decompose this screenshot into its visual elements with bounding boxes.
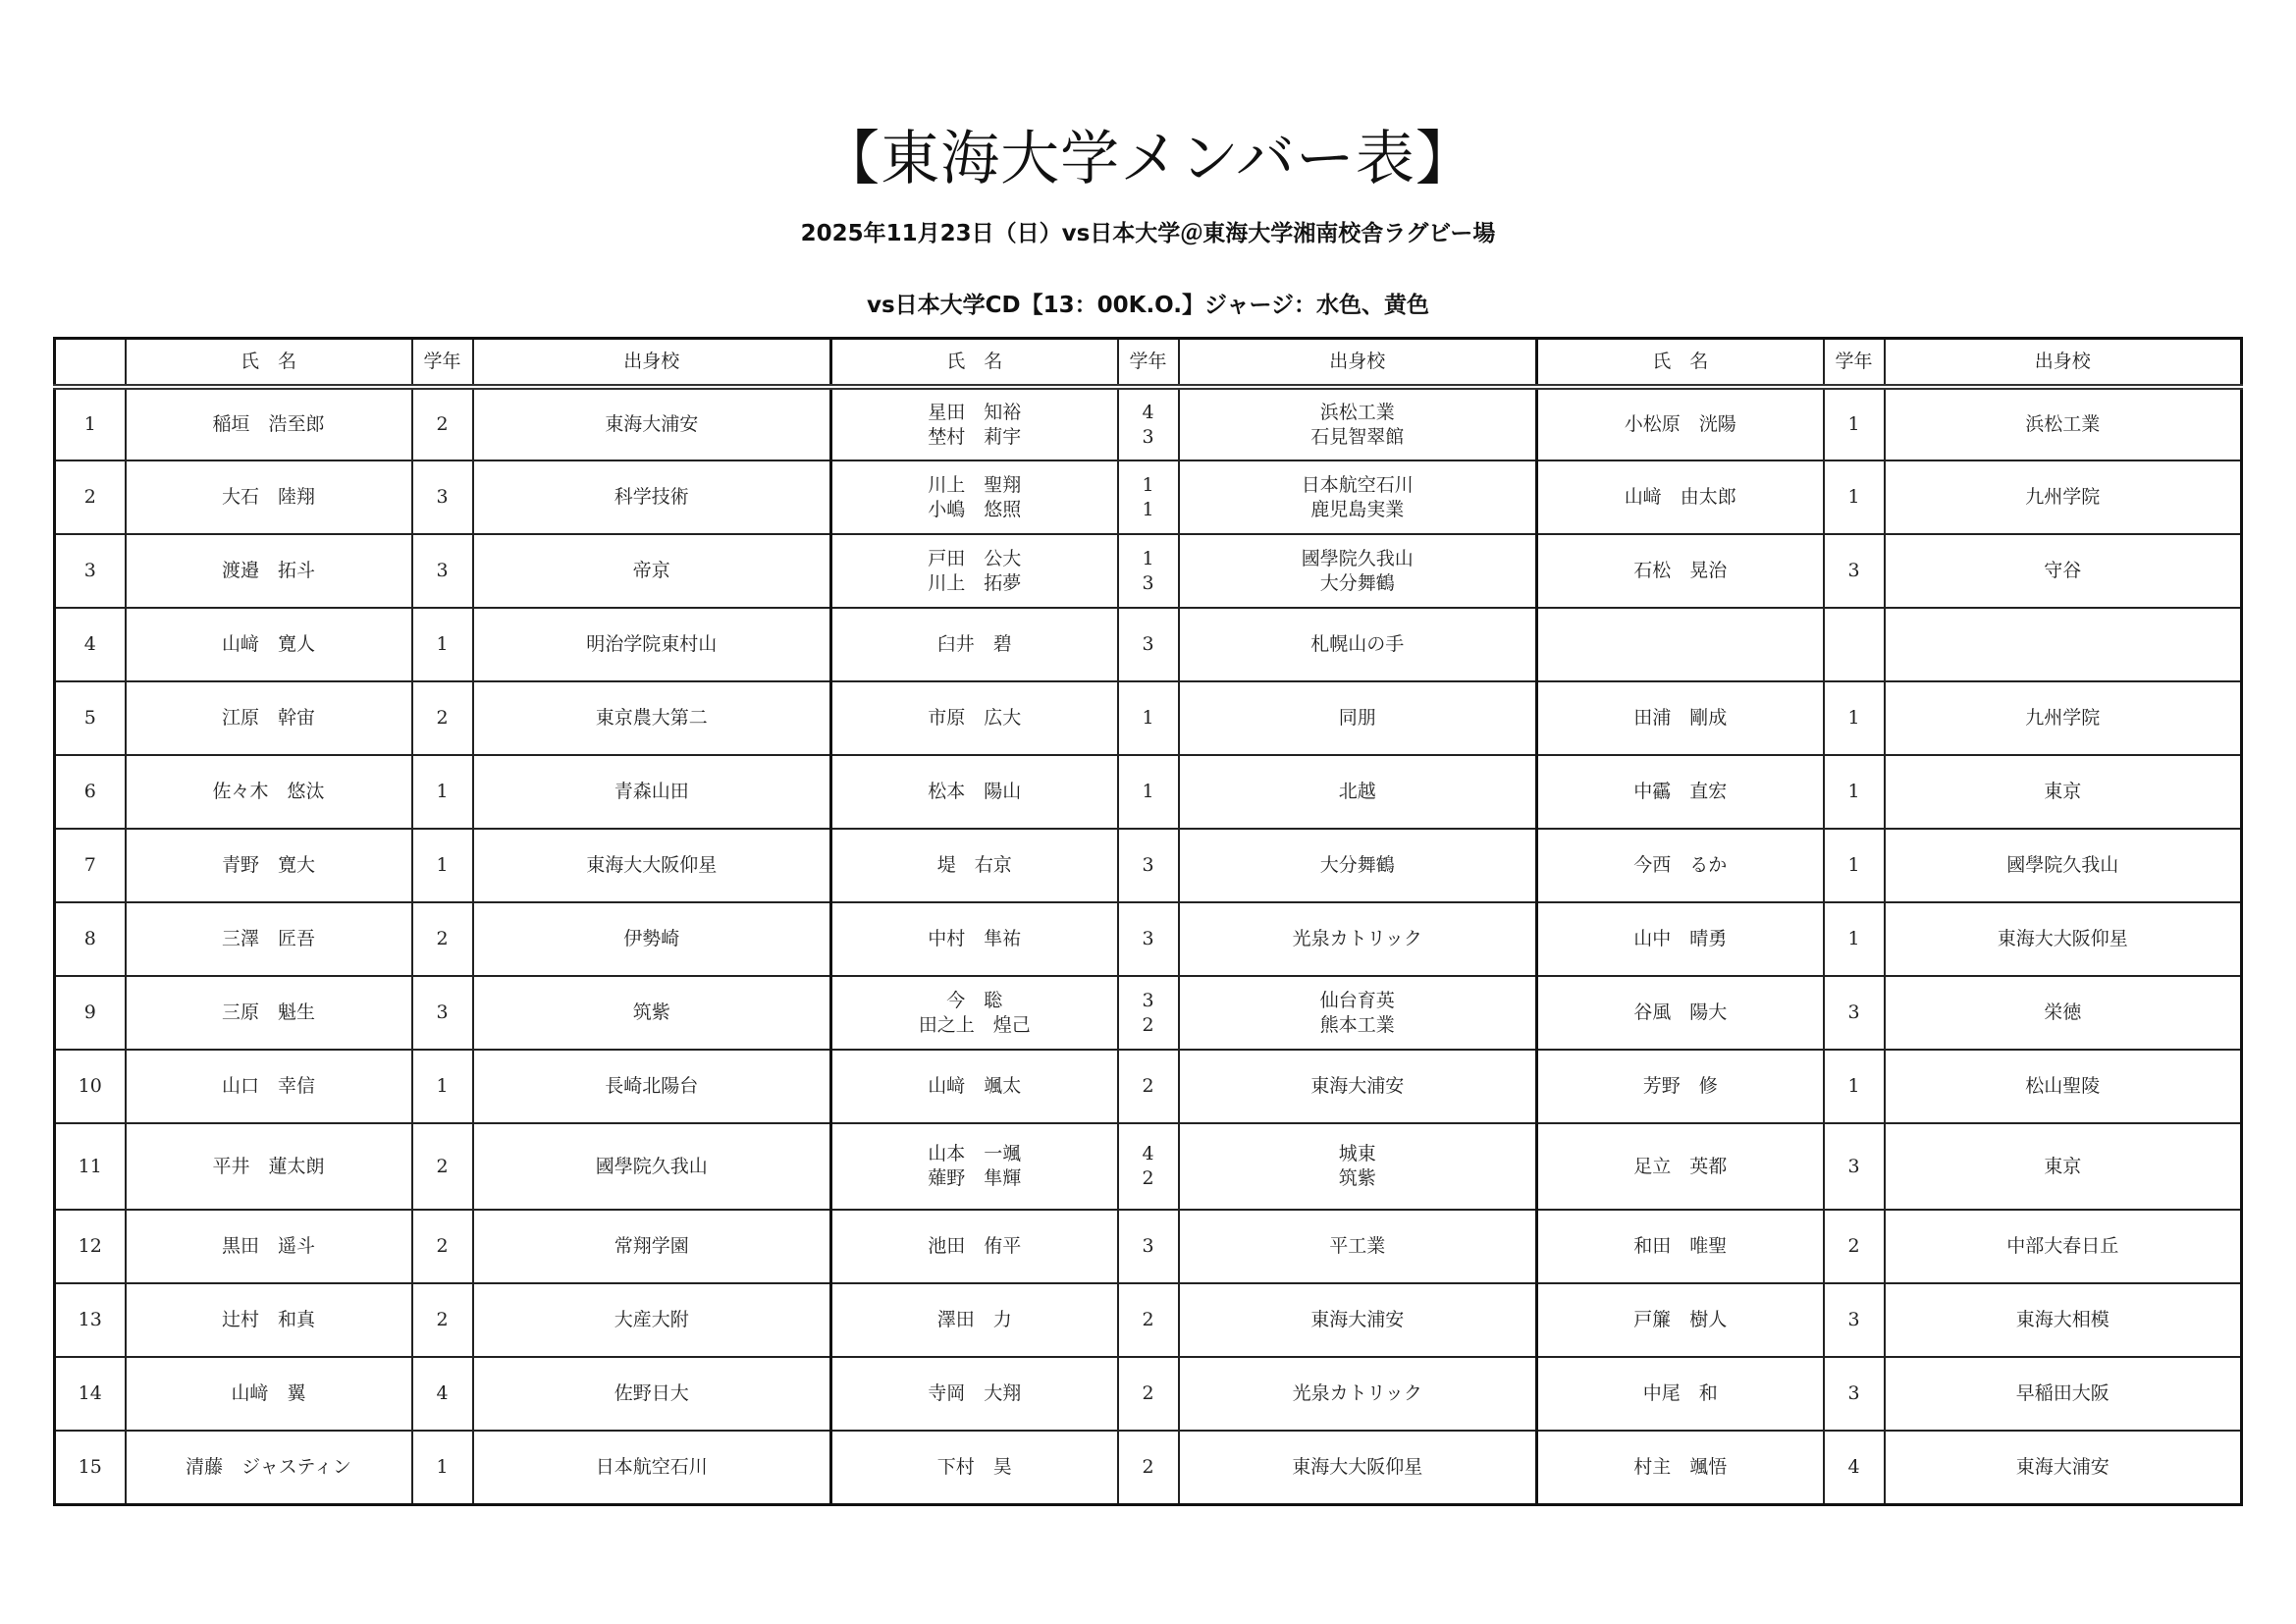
player-name-line: 埜村 莉宇 bbox=[928, 425, 1022, 448]
player-school: 東海大浦安 bbox=[473, 387, 831, 460]
player-name-line: 戸田 公大 bbox=[928, 547, 1022, 569]
player-name bbox=[831, 1431, 1118, 1504]
player-grade-line: 1 bbox=[1142, 473, 1154, 496]
player-name bbox=[831, 829, 1118, 902]
member-table bbox=[53, 337, 2243, 1506]
player-school: 守谷 bbox=[1885, 534, 2242, 608]
row-number: 8 bbox=[55, 902, 126, 976]
player-grade bbox=[1118, 460, 1179, 534]
player-grade: 2 bbox=[412, 681, 473, 755]
player-name: 小松原 洸陽 bbox=[1537, 387, 1824, 460]
row-number: 14 bbox=[55, 1357, 126, 1431]
player-name: 中尾 和 bbox=[1537, 1357, 1824, 1431]
player-name: 中靍 直宏 bbox=[1537, 755, 1824, 829]
player-grade bbox=[1118, 1123, 1179, 1210]
player-school bbox=[1179, 1123, 1537, 1210]
row-number: 2 bbox=[55, 460, 126, 534]
player-school: 東京 bbox=[1885, 1123, 2242, 1210]
player-school-line: 北越 bbox=[1338, 781, 1376, 802]
player-grade-line: 2 bbox=[1142, 1013, 1154, 1036]
player-school bbox=[1179, 1210, 1537, 1283]
player-school: 日本航空石川 bbox=[473, 1431, 831, 1504]
player-name: 辻村 和真 bbox=[126, 1283, 412, 1357]
player-grade-line: 3 bbox=[1142, 854, 1154, 876]
player-grade bbox=[1118, 1357, 1179, 1431]
player-grade: 4 bbox=[412, 1357, 473, 1431]
player-grade bbox=[1118, 534, 1179, 608]
player-name-line: 川上 聖翔 bbox=[928, 473, 1022, 496]
player-grade bbox=[1118, 1210, 1179, 1283]
player-school-line: 東海大大阪仰星 bbox=[1292, 1455, 1423, 1478]
player-name bbox=[831, 534, 1118, 608]
player-name bbox=[831, 387, 1118, 460]
player-school: 國學院久我山 bbox=[1885, 829, 2242, 902]
player-name: 佐々木 悠汰 bbox=[126, 755, 412, 829]
player-school: 國學院久我山 bbox=[473, 1123, 831, 1210]
player-grade-line: 2 bbox=[1142, 1455, 1154, 1478]
row-number: 5 bbox=[55, 681, 126, 755]
row-number: 4 bbox=[55, 608, 126, 681]
player-name: 石松 晃治 bbox=[1537, 534, 1824, 608]
player-grade: 3 bbox=[1824, 976, 1885, 1050]
player-grade: 2 bbox=[412, 1210, 473, 1283]
player-school bbox=[1179, 534, 1537, 608]
player-name bbox=[831, 976, 1118, 1050]
player-grade-line: 1 bbox=[1142, 498, 1154, 520]
player-school-line: 熊本工業 bbox=[1319, 1013, 1395, 1036]
player-name-line: 中村 隼祐 bbox=[928, 928, 1022, 949]
player-name: 黒田 遥斗 bbox=[126, 1210, 412, 1283]
table-row bbox=[55, 976, 2242, 1050]
player-name-line: 下村 昊 bbox=[936, 1455, 1012, 1478]
player-school: 東海大浦安 bbox=[1885, 1431, 2242, 1504]
player-name: 今西 るか bbox=[1537, 829, 1824, 902]
player-school bbox=[1885, 608, 2242, 681]
table-row bbox=[55, 902, 2242, 976]
player-name: 芳野 修 bbox=[1537, 1050, 1824, 1123]
player-school: 青森山田 bbox=[473, 755, 831, 829]
player-name-line: 今 聡 bbox=[946, 989, 1003, 1011]
player-grade-line: 1 bbox=[1142, 707, 1154, 729]
table-row bbox=[55, 681, 2242, 755]
player-school-line: 城東 bbox=[1338, 1143, 1376, 1164]
player-school bbox=[1179, 829, 1537, 902]
player-grade-line: 3 bbox=[1142, 928, 1154, 949]
player-grade bbox=[1118, 829, 1179, 902]
player-grade: 3 bbox=[412, 976, 473, 1050]
player-school: 東海大大阪仰星 bbox=[473, 829, 831, 902]
table-row bbox=[55, 1210, 2242, 1283]
player-name-line: 松本 陽山 bbox=[928, 781, 1022, 802]
player-school: 東京 bbox=[1885, 755, 2242, 829]
player-grade: 4 bbox=[1824, 1431, 1885, 1504]
player-grade: 1 bbox=[1824, 681, 1885, 755]
table-row bbox=[55, 1431, 2242, 1504]
player-grade bbox=[1118, 387, 1179, 460]
player-name: 谷風 陽大 bbox=[1537, 976, 1824, 1050]
player-school: 東京農大第二 bbox=[473, 681, 831, 755]
player-name: 田浦 剛成 bbox=[1537, 681, 1824, 755]
player-school: 中部大春日丘 bbox=[1885, 1210, 2242, 1283]
table-row bbox=[55, 1123, 2242, 1210]
player-name: 戸簾 樹人 bbox=[1537, 1283, 1824, 1357]
player-name-line: 山本 一颯 bbox=[928, 1143, 1022, 1164]
player-name-line: 薙野 隼輝 bbox=[928, 1167, 1022, 1189]
player-school: 科学技術 bbox=[473, 460, 831, 534]
player-school bbox=[1179, 1357, 1537, 1431]
player-name: 山﨑 寛人 bbox=[126, 608, 412, 681]
player-name: 村主 颯悟 bbox=[1537, 1431, 1824, 1504]
row-number: 11 bbox=[55, 1123, 126, 1210]
player-grade: 3 bbox=[1824, 1123, 1885, 1210]
player-name-line: 川上 拓夢 bbox=[928, 571, 1022, 594]
table-row bbox=[55, 608, 2242, 681]
player-school bbox=[1179, 755, 1537, 829]
player-name: 清藤 ジャスティン bbox=[126, 1431, 412, 1504]
player-grade: 1 bbox=[412, 1431, 473, 1504]
player-name-line: 市原 広大 bbox=[928, 707, 1022, 729]
player-name bbox=[1537, 608, 1824, 681]
player-school: 長崎北陽台 bbox=[473, 1050, 831, 1123]
player-grade-line: 3 bbox=[1142, 633, 1154, 655]
table-row bbox=[55, 829, 2242, 902]
player-grade-line: 4 bbox=[1142, 401, 1154, 423]
player-name: 足立 英都 bbox=[1537, 1123, 1824, 1210]
player-grade-line: 3 bbox=[1142, 425, 1154, 448]
player-name: 稲垣 浩至郎 bbox=[126, 387, 412, 460]
row-number: 1 bbox=[55, 387, 126, 460]
player-grade: 3 bbox=[412, 534, 473, 608]
player-name-line: 田之上 煌己 bbox=[918, 1013, 1031, 1036]
player-school bbox=[1179, 460, 1537, 534]
row-number: 9 bbox=[55, 976, 126, 1050]
player-grade: 2 bbox=[412, 902, 473, 976]
row-number: 15 bbox=[55, 1431, 126, 1504]
header-name: 氏 名 bbox=[831, 339, 1118, 388]
player-name bbox=[831, 755, 1118, 829]
table-row bbox=[55, 387, 2242, 460]
player-grade bbox=[1118, 608, 1179, 681]
player-grade: 1 bbox=[1824, 755, 1885, 829]
player-school: 常翔学園 bbox=[473, 1210, 831, 1283]
player-name bbox=[831, 902, 1118, 976]
player-name: 三原 魁生 bbox=[126, 976, 412, 1050]
player-school: 東海大大阪仰星 bbox=[1885, 902, 2242, 976]
table-row bbox=[55, 1357, 2242, 1431]
player-name: 三澤 匠吾 bbox=[126, 902, 412, 976]
player-school: 大産大附 bbox=[473, 1283, 831, 1357]
header-name: 氏 名 bbox=[1537, 339, 1824, 388]
row-number: 13 bbox=[55, 1283, 126, 1357]
player-grade: 1 bbox=[412, 829, 473, 902]
player-school: 明治学院東村山 bbox=[473, 608, 831, 681]
row-number: 3 bbox=[55, 534, 126, 608]
team-jersey-info: vs日本大学CD【13：00K.O.】ジャージ：水色、黄色 bbox=[866, 293, 1430, 318]
player-school bbox=[1179, 1283, 1537, 1357]
player-school bbox=[1179, 902, 1537, 976]
player-school-line: 仙台育英 bbox=[1319, 989, 1395, 1011]
player-name: 山﨑 翼 bbox=[126, 1357, 412, 1431]
player-grade-line: 2 bbox=[1142, 1075, 1154, 1097]
table-row bbox=[55, 534, 2242, 608]
player-name: 江原 幹宙 bbox=[126, 681, 412, 755]
player-school bbox=[1179, 608, 1537, 681]
player-school-line: 石見智翠館 bbox=[1310, 425, 1405, 448]
player-school-line: 大分舞鶴 bbox=[1319, 854, 1395, 876]
player-name-line: 山﨑 颯太 bbox=[928, 1075, 1022, 1097]
player-school: 筑紫 bbox=[473, 976, 831, 1050]
player-grade: 3 bbox=[1824, 1283, 1885, 1357]
header-name: 氏 名 bbox=[126, 339, 412, 388]
player-name-line: 堤 右京 bbox=[936, 854, 1012, 876]
player-school bbox=[1179, 1431, 1537, 1504]
player-school: 九州学院 bbox=[1885, 460, 2242, 534]
player-school: 栄徳 bbox=[1885, 976, 2242, 1050]
table-body bbox=[55, 387, 2242, 1504]
header-grade: 学年 bbox=[412, 339, 473, 388]
player-name-line: 寺岡 大翔 bbox=[928, 1382, 1022, 1404]
player-name: 平井 蓮太朗 bbox=[126, 1123, 412, 1210]
player-grade bbox=[1118, 755, 1179, 829]
player-grade-line: 4 bbox=[1142, 1143, 1154, 1164]
player-school-line: 札幌山の手 bbox=[1310, 633, 1405, 655]
row-number: 6 bbox=[55, 755, 126, 829]
player-school: 伊勢崎 bbox=[473, 902, 831, 976]
header-school: 出身校 bbox=[473, 339, 831, 388]
player-school-line: 筑紫 bbox=[1338, 1167, 1376, 1189]
player-school-line: 鹿児島実業 bbox=[1310, 498, 1405, 520]
header-row bbox=[55, 339, 2242, 388]
player-grade: 3 bbox=[1824, 534, 1885, 608]
table-row bbox=[55, 1050, 2242, 1123]
player-grade bbox=[1118, 681, 1179, 755]
player-grade-line: 2 bbox=[1142, 1382, 1154, 1404]
header-number bbox=[55, 339, 126, 388]
player-school: 松山聖陵 bbox=[1885, 1050, 2242, 1123]
player-school: 九州学院 bbox=[1885, 681, 2242, 755]
player-grade bbox=[1118, 976, 1179, 1050]
player-grade bbox=[1824, 608, 1885, 681]
player-grade-line: 1 bbox=[1142, 781, 1154, 802]
row-number: 12 bbox=[55, 1210, 126, 1283]
player-grade: 1 bbox=[412, 1050, 473, 1123]
player-school-line: 大分舞鶴 bbox=[1319, 571, 1395, 594]
player-name: 渡邉 拓斗 bbox=[126, 534, 412, 608]
header-grade: 学年 bbox=[1118, 339, 1179, 388]
player-name-line: 小嶋 悠照 bbox=[928, 498, 1022, 520]
player-name bbox=[831, 681, 1118, 755]
player-name-line: 臼井 碧 bbox=[936, 633, 1012, 655]
player-name-line: 澤田 力 bbox=[936, 1309, 1012, 1330]
player-school bbox=[1179, 681, 1537, 755]
player-grade: 1 bbox=[412, 608, 473, 681]
match-info: 2025年11月23日（日）vs日本大学＠東海大学湘南校舎ラグビー場 bbox=[800, 221, 1496, 246]
player-grade-line: 3 bbox=[1142, 989, 1154, 1011]
player-school-line: 浜松工業 bbox=[1319, 401, 1395, 423]
player-name-line: 星田 知裕 bbox=[928, 401, 1022, 423]
player-grade-line: 2 bbox=[1142, 1309, 1154, 1330]
player-name bbox=[831, 460, 1118, 534]
player-school: 浜松工業 bbox=[1885, 387, 2242, 460]
player-name: 青野 寛大 bbox=[126, 829, 412, 902]
player-grade: 1 bbox=[1824, 902, 1885, 976]
row-number: 7 bbox=[55, 829, 126, 902]
player-name bbox=[831, 1210, 1118, 1283]
table-row bbox=[55, 1283, 2242, 1357]
player-school-line: 平工業 bbox=[1329, 1235, 1386, 1257]
player-name bbox=[831, 608, 1118, 681]
player-grade: 2 bbox=[412, 1283, 473, 1357]
row-number: 10 bbox=[55, 1050, 126, 1123]
player-grade: 3 bbox=[412, 460, 473, 534]
player-school-line: 同朋 bbox=[1338, 707, 1376, 729]
player-grade: 3 bbox=[1824, 1357, 1885, 1431]
player-grade-line: 1 bbox=[1142, 547, 1154, 569]
player-school-line: 國學院久我山 bbox=[1301, 547, 1414, 569]
player-grade: 2 bbox=[1824, 1210, 1885, 1283]
player-grade: 1 bbox=[1824, 1050, 1885, 1123]
player-school-line: 日本航空石川 bbox=[1301, 473, 1414, 496]
header-grade: 学年 bbox=[1824, 339, 1885, 388]
page-title: 【東海大学メンバー表】 bbox=[821, 125, 1475, 193]
player-school-line: 東海大浦安 bbox=[1310, 1075, 1405, 1097]
player-name: 大石 陸翔 bbox=[126, 460, 412, 534]
player-grade-line: 3 bbox=[1142, 1235, 1154, 1257]
player-name: 和田 唯聖 bbox=[1537, 1210, 1824, 1283]
player-school bbox=[1179, 976, 1537, 1050]
player-name: 山﨑 由太郎 bbox=[1537, 460, 1824, 534]
player-grade-line: 3 bbox=[1142, 571, 1154, 594]
player-school-line: 光泉カトリック bbox=[1292, 1382, 1422, 1404]
player-grade: 2 bbox=[412, 1123, 473, 1210]
table-row bbox=[55, 460, 2242, 534]
player-name: 山中 晴勇 bbox=[1537, 902, 1824, 976]
player-grade bbox=[1118, 1431, 1179, 1504]
player-name bbox=[831, 1123, 1118, 1210]
player-name-line: 池田 侑平 bbox=[928, 1235, 1022, 1257]
player-school-line: 東海大浦安 bbox=[1310, 1309, 1405, 1330]
player-school: 帝京 bbox=[473, 534, 831, 608]
player-grade: 1 bbox=[412, 755, 473, 829]
player-school: 佐野日大 bbox=[473, 1357, 831, 1431]
player-grade bbox=[1118, 902, 1179, 976]
player-grade: 1 bbox=[1824, 387, 1885, 460]
table-row bbox=[55, 755, 2242, 829]
player-name bbox=[831, 1357, 1118, 1431]
player-grade: 1 bbox=[1824, 829, 1885, 902]
player-school bbox=[1179, 1050, 1537, 1123]
player-name bbox=[831, 1050, 1118, 1123]
header-school: 出身校 bbox=[1179, 339, 1537, 388]
player-name: 山口 幸信 bbox=[126, 1050, 412, 1123]
player-grade-line: 2 bbox=[1142, 1167, 1154, 1189]
player-grade bbox=[1118, 1050, 1179, 1123]
player-school: 東海大相模 bbox=[1885, 1283, 2242, 1357]
header-school: 出身校 bbox=[1885, 339, 2242, 388]
player-grade bbox=[1118, 1283, 1179, 1357]
player-grade: 2 bbox=[412, 387, 473, 460]
player-school bbox=[1179, 387, 1537, 460]
player-grade: 1 bbox=[1824, 460, 1885, 534]
player-name bbox=[831, 1283, 1118, 1357]
player-school: 早稲田大阪 bbox=[1885, 1357, 2242, 1431]
player-school-line: 光泉カトリック bbox=[1292, 928, 1422, 949]
